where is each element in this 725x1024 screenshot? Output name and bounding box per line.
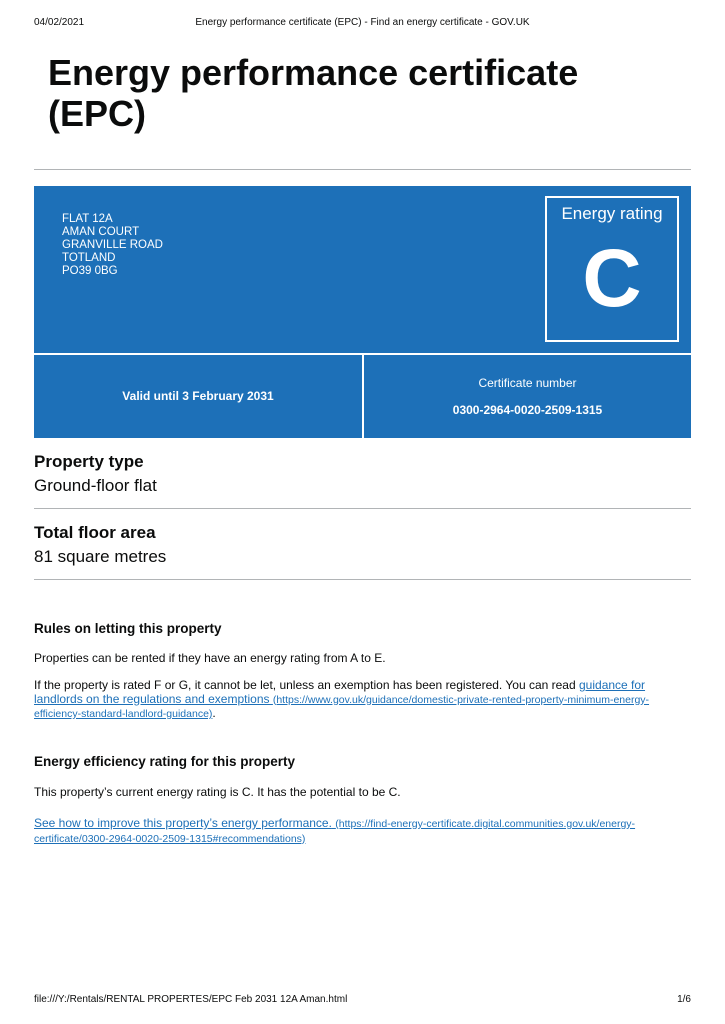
print-page-number: 1/6 — [677, 994, 691, 1005]
address-line: AMAN COURT — [62, 226, 140, 238]
improve-performance-url: (https://find-energy-certificate.digital.communities.gov.uk/energy-certificate/0300-2964-0020-2509-1315#recommendations) — [34, 818, 636, 845]
address-line: PO39 0BG — [62, 265, 118, 277]
letting-exemptions-text — [34, 679, 694, 722]
improve-performance-link[interactable] — [34, 816, 635, 845]
property-address — [62, 213, 163, 278]
summary-divider — [34, 508, 691, 509]
sentence-end: . — [212, 706, 216, 720]
floor-area-key: Total floor area — [34, 523, 156, 542]
efficiency-rating-text: This property’s current energy rating is C. It has the potential to be C. — [34, 785, 401, 799]
certificate-number-label: Certificate number — [478, 376, 577, 390]
energy-rating-label: Energy rating — [561, 204, 663, 223]
letting-rules-heading: Rules on letting this property — [34, 621, 222, 636]
epc-summary-panel — [34, 186, 691, 438]
summary-divider — [34, 579, 691, 580]
improve-performance-link-text: See how to improve this property’s energy performance. — [34, 816, 332, 830]
improvement-paragraph — [34, 817, 654, 846]
page-title: Energy performance certificate (EPC) — [48, 52, 579, 134]
address-line: FLAT 12A — [62, 213, 113, 225]
print-file-path: file:///Y:/Rentals/RENTAL PROPERTES/EPC Feb 2031 12A Aman.html — [34, 994, 348, 1005]
landlord-guidance-link-text: guidance for landlords on the regulations and exemptions — [34, 678, 646, 706]
print-document-title: Energy performance certificate (EPC) - Find an energy certificate - GOV.UK — [195, 17, 530, 28]
print-header — [34, 17, 691, 31]
energy-rating-letter: C — [582, 233, 642, 324]
letting-rules-text: Properties can be rented if they have an energy rating from A to E. — [34, 651, 386, 665]
property-type-key: Property type — [34, 452, 144, 471]
floor-area-value: 81 square metres — [34, 547, 167, 566]
panel-divider-vertical — [362, 355, 364, 438]
address-line: GRANVILLE ROAD — [62, 239, 163, 251]
landlord-guidance-url: (https://www.gov.uk/guidance/domestic-private-rented-property-minimum-energy-efficiency-standard-landlord-guidance) — [34, 693, 650, 720]
valid-until: Valid until 3 February 2031 — [122, 389, 274, 403]
efficiency-heading: Energy efficiency rating for this property — [34, 754, 296, 769]
print-date: 04/02/2021 — [34, 17, 85, 28]
energy-rating-box — [545, 196, 679, 342]
letting-exemptions-intro: If the property is rated F or G, it cannot be let, unless an exemption has been registered. You can read — [34, 678, 579, 692]
address-line: TOTLAND — [62, 252, 116, 264]
property-type-value: Ground-floor flat — [34, 476, 157, 495]
certificate-number: 0300-2964-0020-2509-1315 — [452, 403, 603, 417]
title-divider — [34, 169, 691, 170]
